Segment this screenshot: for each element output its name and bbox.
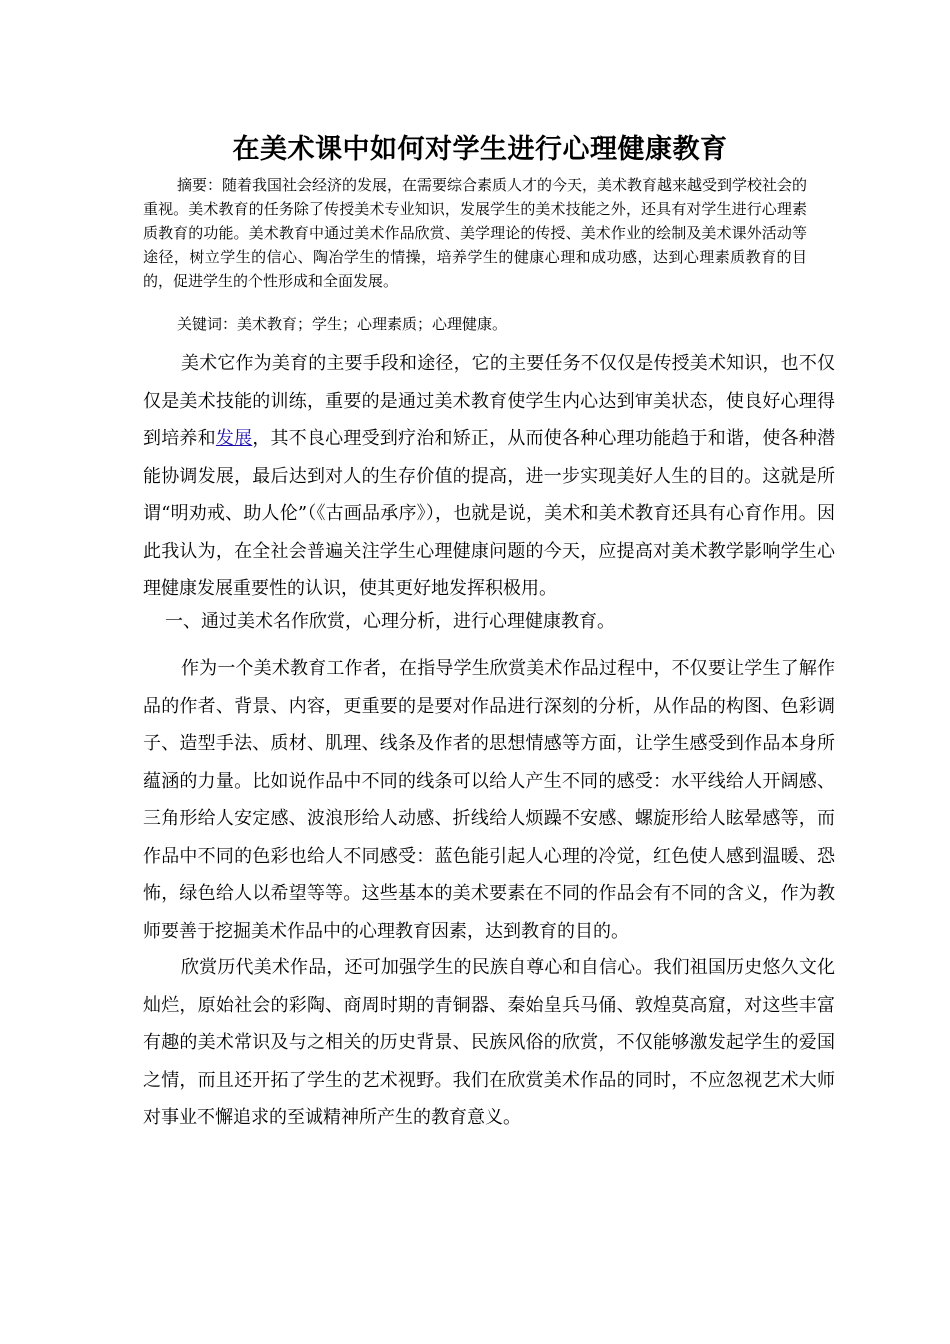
body-paragraph-3: 欣赏历代美术作品，还可加强学生的民族自尊心和自信心。我们祖国历史悠久文化灿烂，原始社会的彩陶、商周时期的青铜器、秦始皇兵马俑、敦煌莫高窟，对这些丰富有趣的美术常识及与之相关的历史背景、民族风俗的欣赏，不仅能够激发起学生的爱国之情，而且还开拓了学生的艺术视野。我们在欣赏美术作品的同时，不应忽视艺术大师对事业不懈追求的至诚精神所产生的教育意义。 bbox=[143, 957, 835, 1128]
development-link[interactable]: 发展 bbox=[215, 428, 253, 449]
document-title: 在美术课中如何对学生进行心理健康教育 bbox=[232, 134, 728, 165]
body-paragraph-2: 作为一个美术教育工作者，在指导学生欣赏美术作品过程中，不仅要让学生了解作品的作者、背景、内容，更重要的是要对作品进行深刻的分析，从作品的构图、色彩调子、造型手法、质材、肌理、线条及作者的思想情感等方面，让学生感受到作品本身所蕴涵的力量。比如说作品中不同的线条可以给人产生不同的感受：水平线给人开阔感、三角形给人安定感、波浪形给人动感、折线给人烦躁不安感、螺旋形给人眩晕感等，而作品中不同的色彩也给人不同感受：蓝色能引起人心理的冷觉，红色使人感到温暖、恐怖，绿色给人以希望等等。这些基本的美术要素在不同的作品会有不同的含义，作为教师要善于挖掘美术作品中的心理教育因素，达到教育的目的。 bbox=[143, 658, 835, 942]
keywords-line: 关键词：美术教育；学生；心理素质；心理健康。 bbox=[177, 315, 508, 333]
paragraph-1-text-b: ，其不良心理受到疗治和矫正，从而使各种心理功能趋于和谐，使各种潜能协调发展，最后达到对人的生存价值的提高，进一步实现美好人生的目的。这就是所谓“明劝戒、助人伦”（《古画品承序》），也就是说，美术和美术教育还具有心育作用。因此我认为，在全社会普遍关注学生心理健康问题的今天，应提高对美术教学影响学生心理健康发展重要性的认识，使其更好地发挥积极用。 bbox=[143, 428, 836, 599]
section-heading-1: 一、通过美术名作欣赏，心理分析，进行心理健康教育。 bbox=[165, 611, 615, 632]
body-paragraph-1 bbox=[143, 345, 835, 608]
abstract-paragraph: 摘要：随着我国社会经济的发展，在需要综合素质人才的今天，美术教育越来越受到学校社会的重视。美术教育的任务除了传授美术专业知识，发展学生的美术技能之外，还具有对学生进行心理素质教育的功能。美术教育中通过美术作品欣赏、美学理论的传授、美术作业的绘制及美术课外活动等途径，树立学生的信心、陶冶学生的情操，培养学生的健康心理和成功感，达到心理素质教育的目的，促进学生的个性形成和全面发展。 bbox=[143, 176, 808, 290]
paragraph-1-text-a: 美术它作为美育的主要手段和途径，它的主要任务不仅仅是传授美术知识，也不仅仅是美术技能的训练，重要的是通过美术教育使学生内心达到审美状态，使良好心理得到培养和 bbox=[143, 353, 835, 449]
